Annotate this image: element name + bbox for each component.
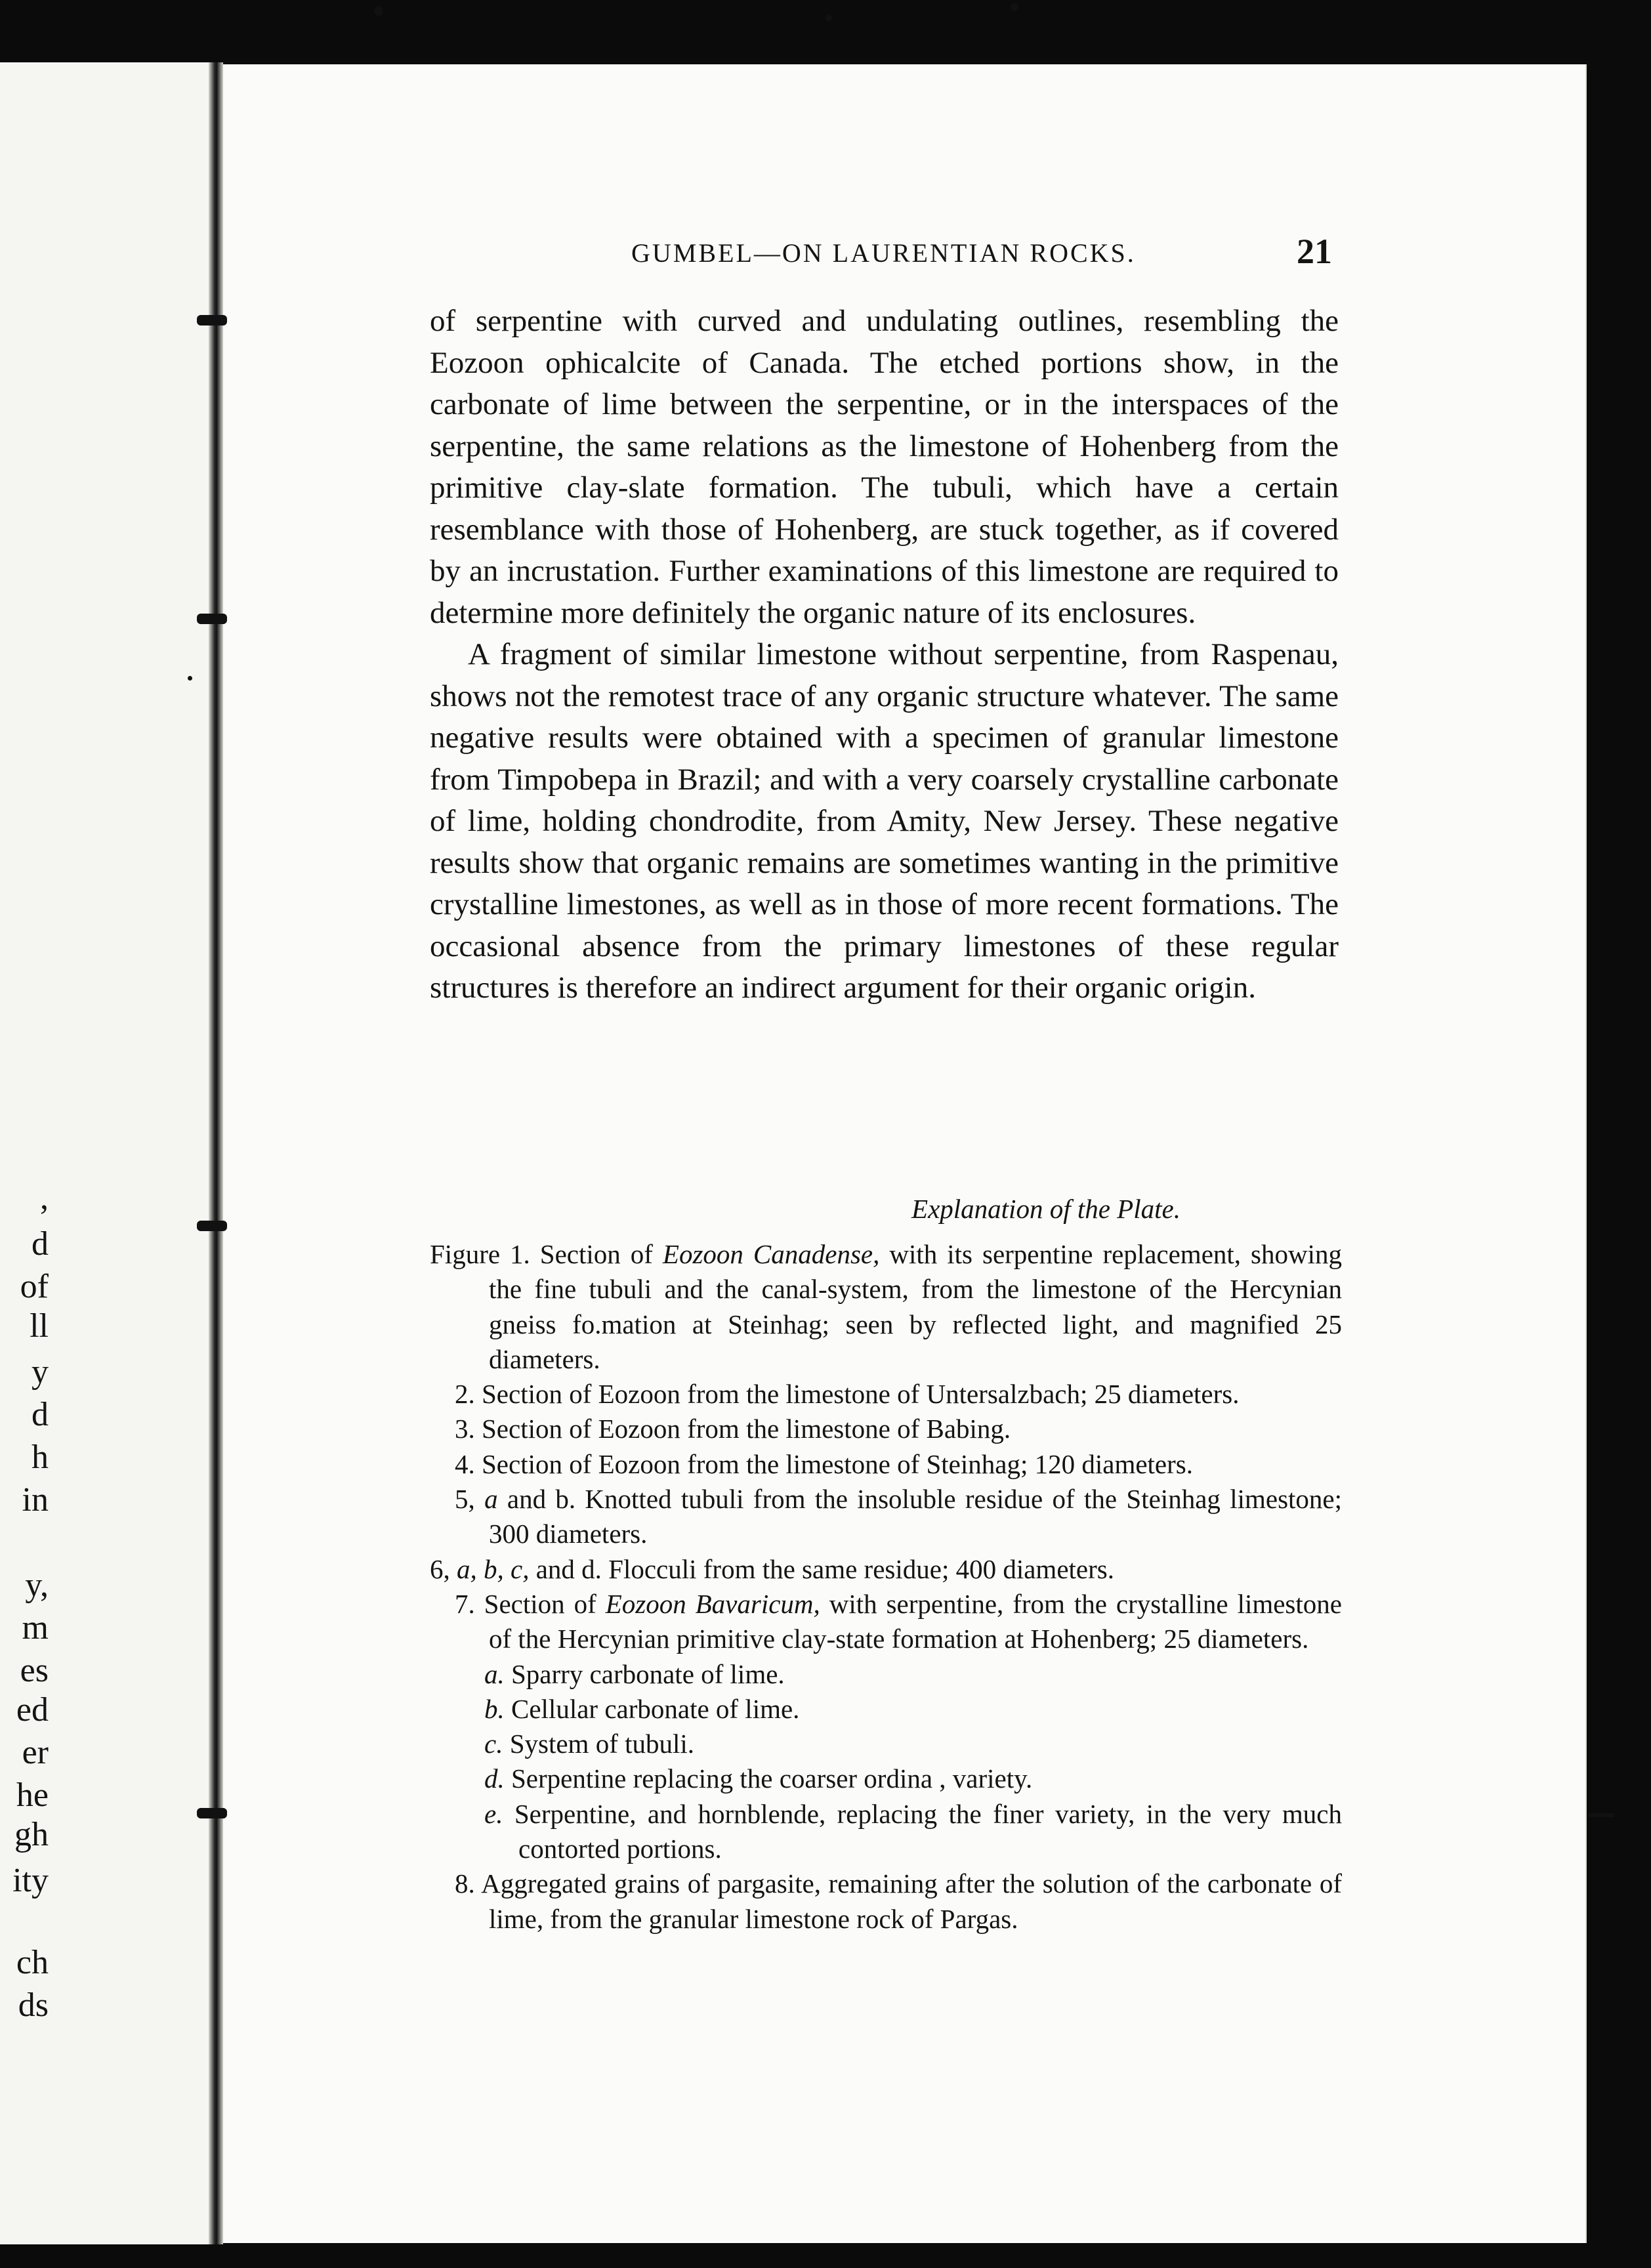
left-page-fragment: y: [31, 1353, 49, 1391]
figure-item: 4. Section of Eozoon from the limestone of Steinhag; 120 diameters.: [455, 1448, 1193, 1479]
scan-speck: [188, 676, 192, 681]
plate-explanation-heading-text: Explanation of the Plate.: [911, 1194, 1181, 1224]
book-gutter: [209, 62, 223, 2244]
left-page-fragment: d: [31, 1396, 49, 1433]
left-page-fragment: ds: [18, 1986, 49, 2024]
left-page-fragment: ity: [12, 1862, 49, 1899]
left-page-fragments: [0, 0, 49, 2268]
figure-item: 6, a, b, c, and d. Flocculi from the same residue; 400 diameters.: [430, 1553, 1114, 1584]
binding-stitch: [197, 1808, 227, 1818]
figure-subitem: d. Serpentine replacing the coarser ordina , variety.: [484, 1763, 1033, 1794]
scan-speck: [1011, 3, 1018, 11]
left-page-fragment: ,: [40, 1179, 49, 1217]
running-title: GUMBEL—ON LAURENTIAN ROCKS.: [631, 238, 1136, 268]
figure-list: [430, 1237, 1342, 1937]
plate-explanation-heading: [0, 1193, 1651, 1225]
scan-speck: [826, 14, 832, 21]
left-page-fragment: of: [20, 1268, 49, 1305]
paragraph: A fragment of similar limestone without serpentine, from Raspenau, shows not the remotest trace of any organic structure whatever. The same negative results were obtained with a specimen of granular limestone from Timpobepa in Brazil; and with a very coarsely crystalline carbonate of lime, holding chondrodite, from Amity, New Jersey. These negative results show that organic remains are sometimes wanting in the primitive crystalline limestones, as well as in those of more recent formations. The occasional absence from the primary limestones of these regular structures is therefore an indirect argument for their organic origin.: [430, 637, 1339, 1005]
left-page-fragment: er: [22, 1734, 49, 1771]
figure-subitem: a. Sparry carbonate of lime.: [484, 1658, 785, 1689]
left-page-fragment: ch: [16, 1944, 49, 1981]
left-page-fragment: es: [20, 1652, 49, 1689]
binding-stitch: [197, 614, 227, 624]
paragraph: of serpentine with curved and undulating outlines, resembling the Eozoon ophicalcite of Canada. The etched portions show, in the carbonate of lime between the serpentine, or in the interspaces of the serpentine, the same relations as the limestone of Hohenberg from the primitive clay-slate formation. The tubuli, which have a certain resemblance with those of Hohenberg, are stuck together, as if covered by an incrustation. Further examinations of this limestone are required to determine more definitely the organic nature of its enclosures.: [430, 304, 1339, 630]
left-page-fragment: m: [22, 1609, 49, 1647]
body-text: [430, 301, 1339, 1009]
scan-speck: [374, 7, 383, 16]
left-page-fragment: gh: [14, 1816, 49, 1853]
figure-subitem: b. Cellular carbonate of lime.: [484, 1693, 800, 1724]
figure-item: 8. Aggregated grains of pargasite, remaining after the solution of the carbonate of lime, from the granular limestone rock of Pargas.: [455, 1868, 1342, 1934]
figure-subitem: c. System of tubuli.: [484, 1729, 695, 1759]
left-page-fragment: d: [31, 1225, 49, 1263]
left-page-fragment: ed: [16, 1691, 49, 1729]
left-page-fragment: in: [22, 1481, 49, 1519]
page-number: 21: [1297, 232, 1332, 271]
figure-item: 3. Section of Eozoon from the limestone of Babing.: [455, 1414, 1011, 1444]
left-page-fragment: ll: [30, 1307, 49, 1345]
binding-stitch: [197, 315, 227, 326]
figure-item: 2. Section of Eozoon from the limestone of Untersalzbach; 25 diameters.: [455, 1379, 1240, 1410]
left-page-fragment: h: [31, 1438, 49, 1476]
figure-subitem: e. Serpentine, and hornblende, replacing the finer variety, in the very much contorted portions.: [484, 1798, 1342, 1864]
figure-item: 7. Section of Eozoon Bavaricum, with serpentine, from the crystalline limestone of the Hercynian primitive clay-state formation at Hohenberg; 25 diameters.: [455, 1588, 1342, 1654]
figure-item: Figure 1. Section of Eozoon Canadense, with its serpentine replacement, showing the fine tubuli and the canal-system, from the limestone of the Hercynian gneiss fo.mation at Steinhag; seen by reflected light, and magnified 25 diameters.: [430, 1239, 1342, 1374]
scan-speck: [1588, 1813, 1614, 1817]
figure-item: 5, a and b. Knotted tubuli from the insoluble residue of the Steinhag limestone; 300 diameters.: [455, 1484, 1343, 1549]
left-page-fragment: he: [16, 1776, 49, 1814]
left-page-fragment: y,: [25, 1566, 49, 1604]
running-header: [631, 231, 1332, 277]
